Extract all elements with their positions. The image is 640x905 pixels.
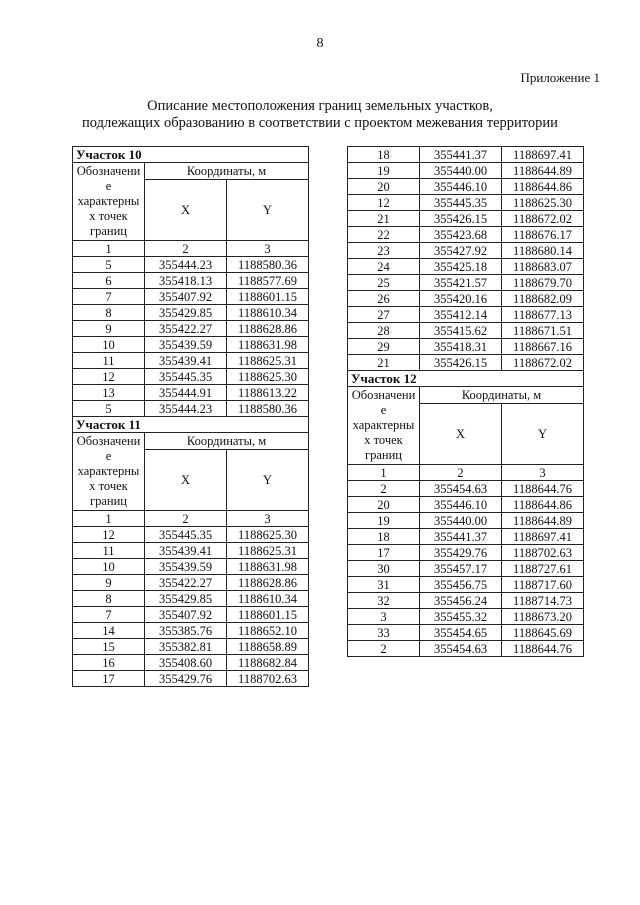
title-line-2: подлежащих образованию в соответствии с проектом межевания территории xyxy=(82,115,558,131)
point-column-header: Обозначени е характерны х точек границ xyxy=(73,433,145,511)
y-coordinate: 1188717.60 xyxy=(502,577,584,593)
column-number: 1 xyxy=(348,465,420,481)
table-row xyxy=(348,243,584,259)
table-row xyxy=(348,179,584,195)
x-coordinate: 355446.10 xyxy=(420,497,502,513)
table-row xyxy=(348,529,584,545)
point-id: 3 xyxy=(348,609,420,625)
x-coordinate: 355422.27 xyxy=(145,575,227,591)
coordinates-header: Координаты, м xyxy=(145,163,309,180)
x-coordinate: 355422.27 xyxy=(145,321,227,337)
y-coordinate: 1188631.98 xyxy=(227,559,309,575)
table-row xyxy=(73,321,309,337)
table-row xyxy=(348,497,584,513)
coordinates-table-left xyxy=(72,146,309,687)
x-coordinate: 355429.76 xyxy=(420,545,502,561)
column-number: 3 xyxy=(227,511,309,527)
table-row xyxy=(348,561,584,577)
x-coordinate: 355441.37 xyxy=(420,147,502,163)
y-coordinate: 1188577.69 xyxy=(227,273,309,289)
column-number: 3 xyxy=(227,241,309,257)
y-coordinate: 1188702.63 xyxy=(502,545,584,561)
x-coordinate: 355429.85 xyxy=(145,591,227,607)
x-coordinate: 355457.17 xyxy=(420,561,502,577)
x-coordinate: 355427.92 xyxy=(420,243,502,259)
y-coordinate: 1188644.76 xyxy=(502,641,584,657)
x-coordinate: 355429.76 xyxy=(145,671,227,687)
y-coordinate: 1188682.84 xyxy=(227,655,309,671)
point-id: 5 xyxy=(73,401,145,417)
column-number: 1 xyxy=(73,241,145,257)
point-id: 30 xyxy=(348,561,420,577)
table-row xyxy=(73,401,309,417)
x-coordinate: 355444.23 xyxy=(145,401,227,417)
table-row xyxy=(348,147,584,163)
table-row xyxy=(348,211,584,227)
table-row xyxy=(348,307,584,323)
point-id: 9 xyxy=(73,321,145,337)
point-id: 10 xyxy=(73,559,145,575)
x-coordinate: 355425.18 xyxy=(420,259,502,275)
y-coordinate: 1188645.69 xyxy=(502,625,584,641)
point-id: 28 xyxy=(348,323,420,339)
y-coordinate: 1188697.41 xyxy=(502,147,584,163)
x-coordinate: 355445.35 xyxy=(420,195,502,211)
point-id: 24 xyxy=(348,259,420,275)
plot-title-row xyxy=(73,417,309,433)
table-row xyxy=(73,575,309,591)
table-row xyxy=(73,305,309,321)
point-id: 9 xyxy=(73,575,145,591)
y-coordinate: 1188667.16 xyxy=(502,339,584,355)
point-id: 16 xyxy=(73,655,145,671)
point-id: 17 xyxy=(73,671,145,687)
table-row xyxy=(348,227,584,243)
y-coordinate: 1188628.86 xyxy=(227,575,309,591)
point-id: 12 xyxy=(73,369,145,385)
y-coordinate: 1188682.09 xyxy=(502,291,584,307)
y-coordinate: 1188580.36 xyxy=(227,257,309,273)
table-row xyxy=(73,607,309,623)
column-number: 2 xyxy=(145,511,227,527)
column-number: 3 xyxy=(502,465,584,481)
y-coordinate: 1188644.86 xyxy=(502,179,584,195)
y-coordinate: 1188613.22 xyxy=(227,385,309,401)
table-row xyxy=(73,337,309,353)
y-coordinate: 1188625.31 xyxy=(227,543,309,559)
left-column xyxy=(72,146,308,687)
y-coordinate: 1188631.98 xyxy=(227,337,309,353)
table-row xyxy=(348,195,584,211)
column-number-row xyxy=(73,511,309,527)
header-row xyxy=(73,433,309,450)
table-row xyxy=(73,369,309,385)
point-column-header: Обозначени е характерны х точек границ xyxy=(73,163,145,241)
point-id: 6 xyxy=(73,273,145,289)
x-coordinate: 355439.41 xyxy=(145,543,227,559)
y-coordinate: 1188625.30 xyxy=(227,527,309,543)
y-header: Y xyxy=(502,404,584,465)
plot-title-row xyxy=(73,147,309,163)
table-row xyxy=(348,323,584,339)
x-coordinate: 355454.63 xyxy=(420,481,502,497)
point-id: 13 xyxy=(73,385,145,401)
table-row xyxy=(348,339,584,355)
table-row xyxy=(348,275,584,291)
x-coordinate: 355439.41 xyxy=(145,353,227,369)
y-coordinate: 1188658.89 xyxy=(227,639,309,655)
point-id: 25 xyxy=(348,275,420,291)
table-row xyxy=(73,289,309,305)
x-coordinate: 355407.92 xyxy=(145,289,227,305)
column-number: 2 xyxy=(145,241,227,257)
point-id: 29 xyxy=(348,339,420,355)
point-id: 22 xyxy=(348,227,420,243)
y-coordinate: 1188671.51 xyxy=(502,323,584,339)
coordinates-table-right xyxy=(347,146,584,657)
x-coordinate: 355446.10 xyxy=(420,179,502,195)
y-coordinate: 1188679.70 xyxy=(502,275,584,291)
x-coordinate: 355441.37 xyxy=(420,529,502,545)
y-header: Y xyxy=(227,450,309,511)
point-id: 19 xyxy=(348,163,420,179)
point-id: 23 xyxy=(348,243,420,259)
x-header: X xyxy=(145,450,227,511)
coordinates-header: Координаты, м xyxy=(145,433,309,450)
appendix-label: Приложение 1 xyxy=(520,70,600,85)
point-id: 12 xyxy=(73,527,145,543)
y-coordinate: 1188644.76 xyxy=(502,481,584,497)
x-coordinate: 355456.24 xyxy=(420,593,502,609)
point-id: 15 xyxy=(73,639,145,655)
point-id: 7 xyxy=(73,607,145,623)
column-number-row xyxy=(73,241,309,257)
table-row xyxy=(348,163,584,179)
y-coordinate: 1188601.15 xyxy=(227,607,309,623)
y-coordinate: 1188625.30 xyxy=(502,195,584,211)
x-coordinate: 355420.16 xyxy=(420,291,502,307)
y-coordinate: 1188644.89 xyxy=(502,163,584,179)
x-coordinate: 355439.59 xyxy=(145,559,227,575)
point-id: 10 xyxy=(73,337,145,353)
y-coordinate: 1188610.34 xyxy=(227,591,309,607)
table-row xyxy=(348,259,584,275)
x-coordinate: 355421.57 xyxy=(420,275,502,291)
point-id: 27 xyxy=(348,307,420,323)
point-id: 33 xyxy=(348,625,420,641)
table-row xyxy=(73,559,309,575)
x-coordinate: 355456.75 xyxy=(420,577,502,593)
x-coordinate: 355454.65 xyxy=(420,625,502,641)
point-id: 19 xyxy=(348,513,420,529)
x-coordinate: 355444.23 xyxy=(145,257,227,273)
table-row xyxy=(73,543,309,559)
page-number: 8 xyxy=(316,36,324,51)
table-row xyxy=(348,593,584,609)
point-id: 8 xyxy=(73,591,145,607)
x-coordinate: 355444.91 xyxy=(145,385,227,401)
table-row xyxy=(73,273,309,289)
point-id: 20 xyxy=(348,179,420,195)
x-coordinate: 355429.85 xyxy=(145,305,227,321)
x-coordinate: 355445.35 xyxy=(145,527,227,543)
x-coordinate: 355385.76 xyxy=(145,623,227,639)
point-id: 18 xyxy=(348,529,420,545)
x-coordinate: 355415.62 xyxy=(420,323,502,339)
plot-title: Участок 11 xyxy=(73,417,309,433)
right-column xyxy=(347,146,583,657)
point-id: 31 xyxy=(348,577,420,593)
y-coordinate: 1188625.31 xyxy=(227,353,309,369)
table-row xyxy=(348,577,584,593)
point-id: 20 xyxy=(348,497,420,513)
y-coordinate: 1188673.20 xyxy=(502,609,584,625)
x-coordinate: 355382.81 xyxy=(145,639,227,655)
column-number-row xyxy=(348,465,584,481)
y-coordinate: 1188680.14 xyxy=(502,243,584,259)
table-row xyxy=(348,625,584,641)
y-coordinate: 1188672.02 xyxy=(502,355,584,371)
y-coordinate: 1188625.30 xyxy=(227,369,309,385)
point-id: 8 xyxy=(73,305,145,321)
column-number: 2 xyxy=(420,465,502,481)
coordinates-header: Координаты, м xyxy=(420,387,584,404)
x-coordinate: 355408.60 xyxy=(145,655,227,671)
point-id: 7 xyxy=(73,289,145,305)
table-row xyxy=(348,545,584,561)
y-coordinate: 1188644.86 xyxy=(502,497,584,513)
x-coordinate: 355418.13 xyxy=(145,273,227,289)
x-header: X xyxy=(420,404,502,465)
point-id: 2 xyxy=(348,641,420,657)
point-id: 21 xyxy=(348,211,420,227)
column-number: 1 xyxy=(73,511,145,527)
x-coordinate: 355426.15 xyxy=(420,211,502,227)
table-row xyxy=(348,291,584,307)
y-coordinate: 1188702.63 xyxy=(227,671,309,687)
point-id: 2 xyxy=(348,481,420,497)
document-title xyxy=(0,98,640,132)
x-coordinate: 355423.68 xyxy=(420,227,502,243)
x-coordinate: 355440.00 xyxy=(420,163,502,179)
point-id: 11 xyxy=(73,543,145,559)
table-row xyxy=(348,609,584,625)
table-row xyxy=(73,257,309,273)
y-coordinate: 1188628.86 xyxy=(227,321,309,337)
y-coordinate: 1188601.15 xyxy=(227,289,309,305)
point-id: 18 xyxy=(348,147,420,163)
point-id: 14 xyxy=(73,623,145,639)
x-coordinate: 355445.35 xyxy=(145,369,227,385)
y-coordinate: 1188652.10 xyxy=(227,623,309,639)
y-coordinate: 1188683.07 xyxy=(502,259,584,275)
y-coordinate: 1188676.17 xyxy=(502,227,584,243)
point-id: 32 xyxy=(348,593,420,609)
y-coordinate: 1188610.34 xyxy=(227,305,309,321)
y-coordinate: 1188672.02 xyxy=(502,211,584,227)
x-coordinate: 355426.15 xyxy=(420,355,502,371)
x-coordinate: 355439.59 xyxy=(145,337,227,353)
x-coordinate: 355440.00 xyxy=(420,513,502,529)
y-coordinate: 1188697.41 xyxy=(502,529,584,545)
point-id: 17 xyxy=(348,545,420,561)
x-coordinate: 355455.32 xyxy=(420,609,502,625)
y-coordinate: 1188677.13 xyxy=(502,307,584,323)
plot-title-row xyxy=(348,371,584,387)
table-row xyxy=(73,591,309,607)
table-row xyxy=(348,641,584,657)
x-coordinate: 355412.14 xyxy=(420,307,502,323)
y-header: Y xyxy=(227,180,309,241)
table-row xyxy=(73,385,309,401)
point-id: 26 xyxy=(348,291,420,307)
y-coordinate: 1188727.61 xyxy=(502,561,584,577)
x-coordinate: 355454.63 xyxy=(420,641,502,657)
table-row xyxy=(73,527,309,543)
y-coordinate: 1188644.89 xyxy=(502,513,584,529)
y-coordinate: 1188580.36 xyxy=(227,401,309,417)
y-coordinate: 1188714.73 xyxy=(502,593,584,609)
table-row xyxy=(348,513,584,529)
table-row xyxy=(73,639,309,655)
point-id: 11 xyxy=(73,353,145,369)
x-coordinate: 355418.31 xyxy=(420,339,502,355)
header-row xyxy=(348,387,584,404)
point-id: 12 xyxy=(348,195,420,211)
table-row xyxy=(73,655,309,671)
table-row xyxy=(348,355,584,371)
table-row xyxy=(348,481,584,497)
table-row xyxy=(73,623,309,639)
x-coordinate: 355407.92 xyxy=(145,607,227,623)
table-row xyxy=(73,353,309,369)
point-column-header: Обозначени е характерны х точек границ xyxy=(348,387,420,465)
x-header: X xyxy=(145,180,227,241)
table-row xyxy=(73,671,309,687)
plot-title: Участок 10 xyxy=(73,147,309,163)
point-id: 21 xyxy=(348,355,420,371)
header-row xyxy=(73,163,309,180)
point-id: 5 xyxy=(73,257,145,273)
title-line-1: Описание местоположения границ земельных участков, xyxy=(147,98,493,114)
plot-title: Участок 12 xyxy=(348,371,584,387)
